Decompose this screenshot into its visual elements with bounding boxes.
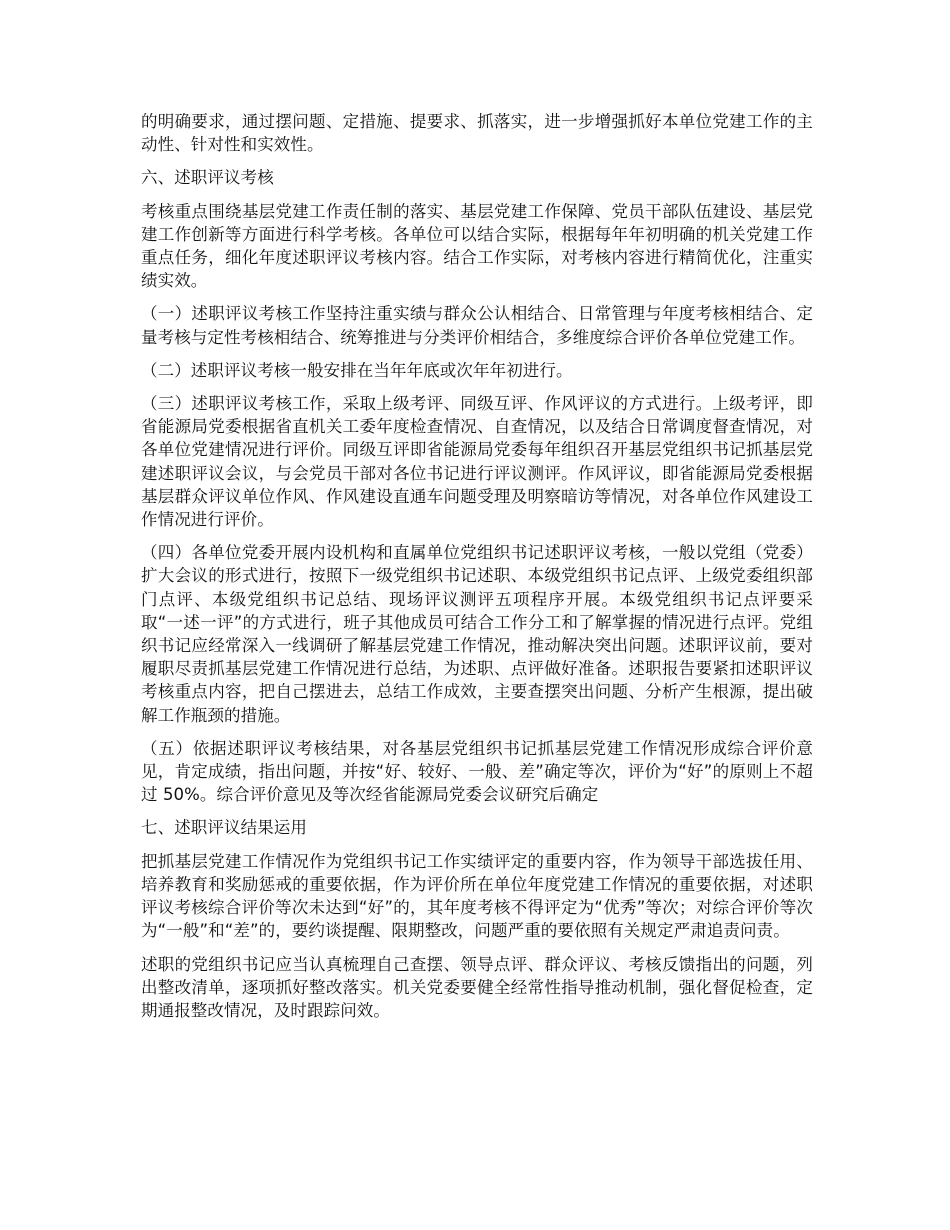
paragraph-item-3: （三）述职评议考核工作，采取上级考评、同级互评、作风评议的方式进行。上级考评，即省能源局党委根据省直机关工委年度检查情况、自查情况，以及结合日常调度督查情况，对各单位党建情况进行评价。同级互评即省能源局党委每年组织召开基层党组织书记抓基层党建述职评议会议，与会党员干部对各位书记进行评议测评。作风评议，即省能源局党委根据基层群众评议单位作风、作风建设直通车问题受理及明察暗访等情况，对各单位作风建设工作情况进行评价。 (141, 394, 813, 530)
paragraph-assessment-focus: 考核重点围绕基层党建工作责任制的落实、基层党建工作保障、党员干部队伍建设、基层党建工作创新等方面进行科学考核。各单位可以结合实际，根据每年年初明确的机关党建工作重点任务，细化年度述职评议考核内容。结合工作实际，对考核内容进行精简优化，注重实绩实效。 (141, 201, 813, 291)
paragraph-item-2: （二）述职评议考核一般安排在当年年底或次年年初进行。 (141, 360, 573, 380)
document-body (141, 110, 813, 1032)
paragraph-results-usage: 把抓基层党建工作情况作为党组织书记工作实绩评定的重要内容，作为领导干部选拔任用、培养教育和奖励惩戒的重要依据，作为评价所在单位年度党建工作情况的重要依据，对述职评议考核综合评价等次未达到“好”的，其年度考核不得评定为“优秀”等次；对综合评价等次为“一般”和“差”的，要约谈提醒、限期整改，问题严重的要依照有关规定严肃追责问责。 (141, 851, 813, 941)
section-heading-6: 六、述职评议考核 (141, 168, 274, 188)
paragraph-item-5: （五）依据述职评议考核结果，对各基层党组织书记抓基层党建工作情况形成综合评价意见，肯定成绩，指出问题，并按“好、较好、一般、差”确定等次，评价为“好”的原则上不超过 50%。综合评价意见及等次经省能源局党委会议研究后确定 (141, 738, 813, 805)
paragraph-item-1: （一）述职评议考核工作坚持注重实绩与群众公认相结合、日常管理与年度考核相结合、定量考核与定性考核相结合、统筹推进与分类评价相结合，多维度综合评价各单位党建工作。 (141, 304, 813, 347)
paragraph-intro-continuation: 的明确要求，通过摆问题、定措施、提要求、抓落实，进一步增强抓好本单位党建工作的主动性、针对性和实效性。 (141, 112, 813, 155)
paragraph-rectification: 述职的党组织书记应当认真梳理自己查摆、领导点评、群众评议、考核反馈指出的问题，列出整改清单，逐项抓好整改落实。机关党委要健全经常性指导推动机制，强化督促检查，定期通报整改情况，及时跟踪问效。 (141, 954, 813, 1020)
paragraph-item-4: （四）各单位党委开展内设机构和直属单位党组织书记述职评议考核，一般以党组（党委）扩大会议的形式进行，按照下一级党组织书记述职、本级党组织书记点评、上级党委组织部门点评、本级党组织书记总结、现场评议测评五项程序开展。本级党组织书记点评要采取“一述一评”的方式进行，班子其他成员可结合工作分工和了解掌握的情况进行点评。党组织书记应经常深入一线调研了解基层党建工作情况，推动解决突出问题。述职评议前，要对履职尽责抓基层党建工作情况进行总结，为述职、点评做好准备。述职报告要紧扣述职评议考核重点内容，把自己摆进去，总结工作成效，主要查摆突出问题、分析产生根源，提出破解工作瓶颈的措施。 (141, 543, 813, 725)
section-heading-7: 七、述职评议结果运用 (141, 818, 307, 838)
